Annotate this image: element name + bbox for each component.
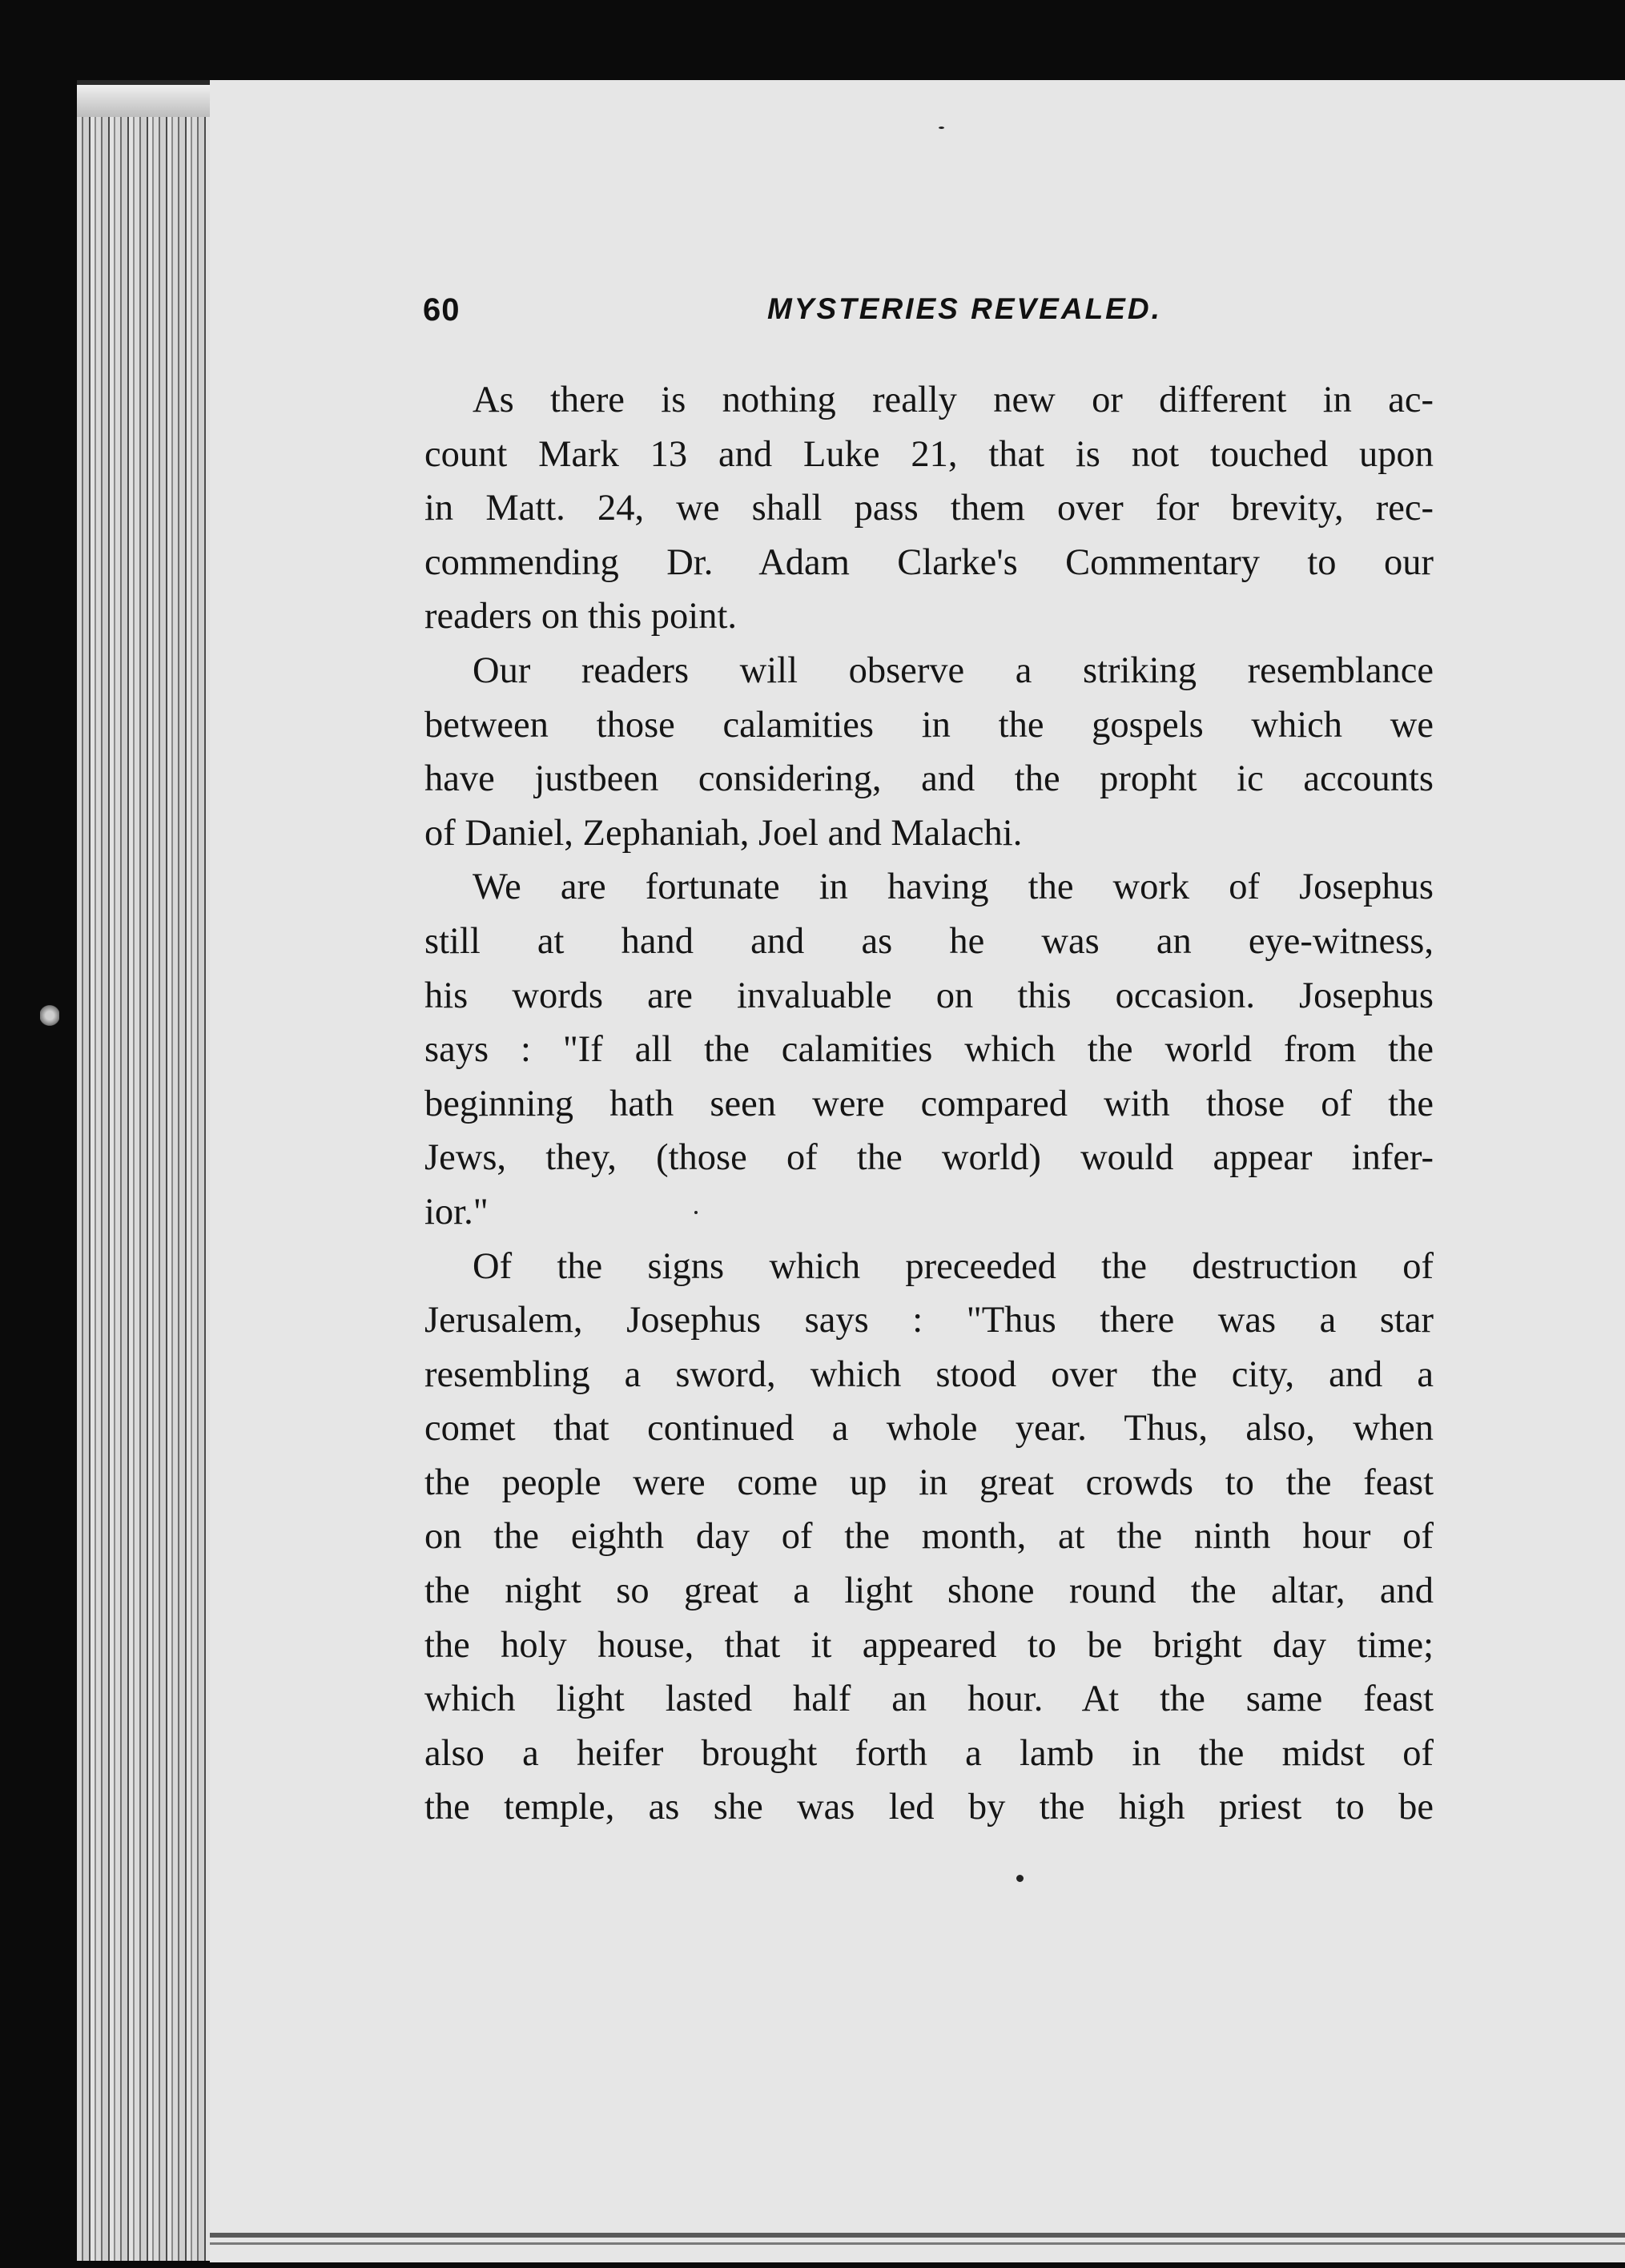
- text-line: readers on this point.: [424, 596, 738, 637]
- text-line: comet that continued a whole year. Thus, also, when: [424, 1408, 1434, 1450]
- margin-blemish: [40, 1005, 59, 1026]
- running-title: MYSTERIES REVEALED.: [767, 292, 1162, 325]
- text-line: says : "If all the calamities which the world from the: [424, 1029, 1434, 1071]
- text-line: the night so great a light shone round the altar, and: [424, 1570, 1434, 1612]
- text-line: which light lasted half an hour. At the same feast: [424, 1679, 1434, 1720]
- text-line: also a heifer brought forth a lamb in the midst of: [424, 1732, 1434, 1774]
- page-bottom-edge-secondary: [210, 2242, 1625, 2245]
- text-line: We are fortunate in having the work of Josephus: [473, 867, 1434, 908]
- text-line: beginning hath seen were compared with those of the: [424, 1083, 1434, 1124]
- text-line: As there is nothing really new or different in ac-: [473, 380, 1434, 420]
- text-line: Our readers will observe a striking resemblance: [473, 649, 1434, 691]
- text-line: on the eighth day of the month, at the ninth hour of: [424, 1516, 1434, 1558]
- text-line: commending Dr. Adam Clarke's Commentary to our: [424, 541, 1434, 583]
- text-line: resembling a sword, which stood over the city, and a: [424, 1353, 1434, 1395]
- ink-speck: [939, 127, 944, 129]
- text-line: the people were come up in great crowds to the feast: [424, 1462, 1434, 1503]
- text-line: of Daniel, Zephaniah, Joel and Malachi.: [424, 812, 1023, 854]
- text-line: count Mark 13 and Luke 21, that is not touched upon: [424, 433, 1434, 475]
- text-line: his words are invaluable on this occasion. Josephus: [424, 975, 1434, 1016]
- text-line: ior.": [424, 1191, 489, 1233]
- text-line: in Matt. 24, we shall pass them over for brevity, rec-: [424, 488, 1434, 529]
- page-number: 60: [423, 292, 461, 328]
- text-line: between those calamities in the gospels which we: [424, 704, 1434, 746]
- ink-speck: [1016, 1875, 1024, 1882]
- text-line: Jerusalem, Josephus says : "Thus there was a star: [424, 1300, 1434, 1341]
- text-line: Jews, they, (those of the world) would appear infer-: [424, 1137, 1434, 1179]
- page-header: [423, 292, 1424, 340]
- page-bottom-edge: [210, 2233, 1625, 2238]
- book-page-edges: [77, 86, 229, 2261]
- text-line: still at hand and as he was an eye-witness,: [424, 920, 1434, 962]
- body-text: [424, 373, 1434, 1835]
- text-line: have justbeen considering, and the propht ic accounts: [424, 758, 1434, 800]
- book-page-edges-top: [77, 80, 213, 117]
- text-line: the holy house, that it appeared to be bright day time;: [424, 1624, 1434, 1666]
- text-line: Of the signs which preceeded the destruction of: [473, 1245, 1434, 1287]
- text-line: the temple, as she was led by the high priest to be: [424, 1787, 1434, 1828]
